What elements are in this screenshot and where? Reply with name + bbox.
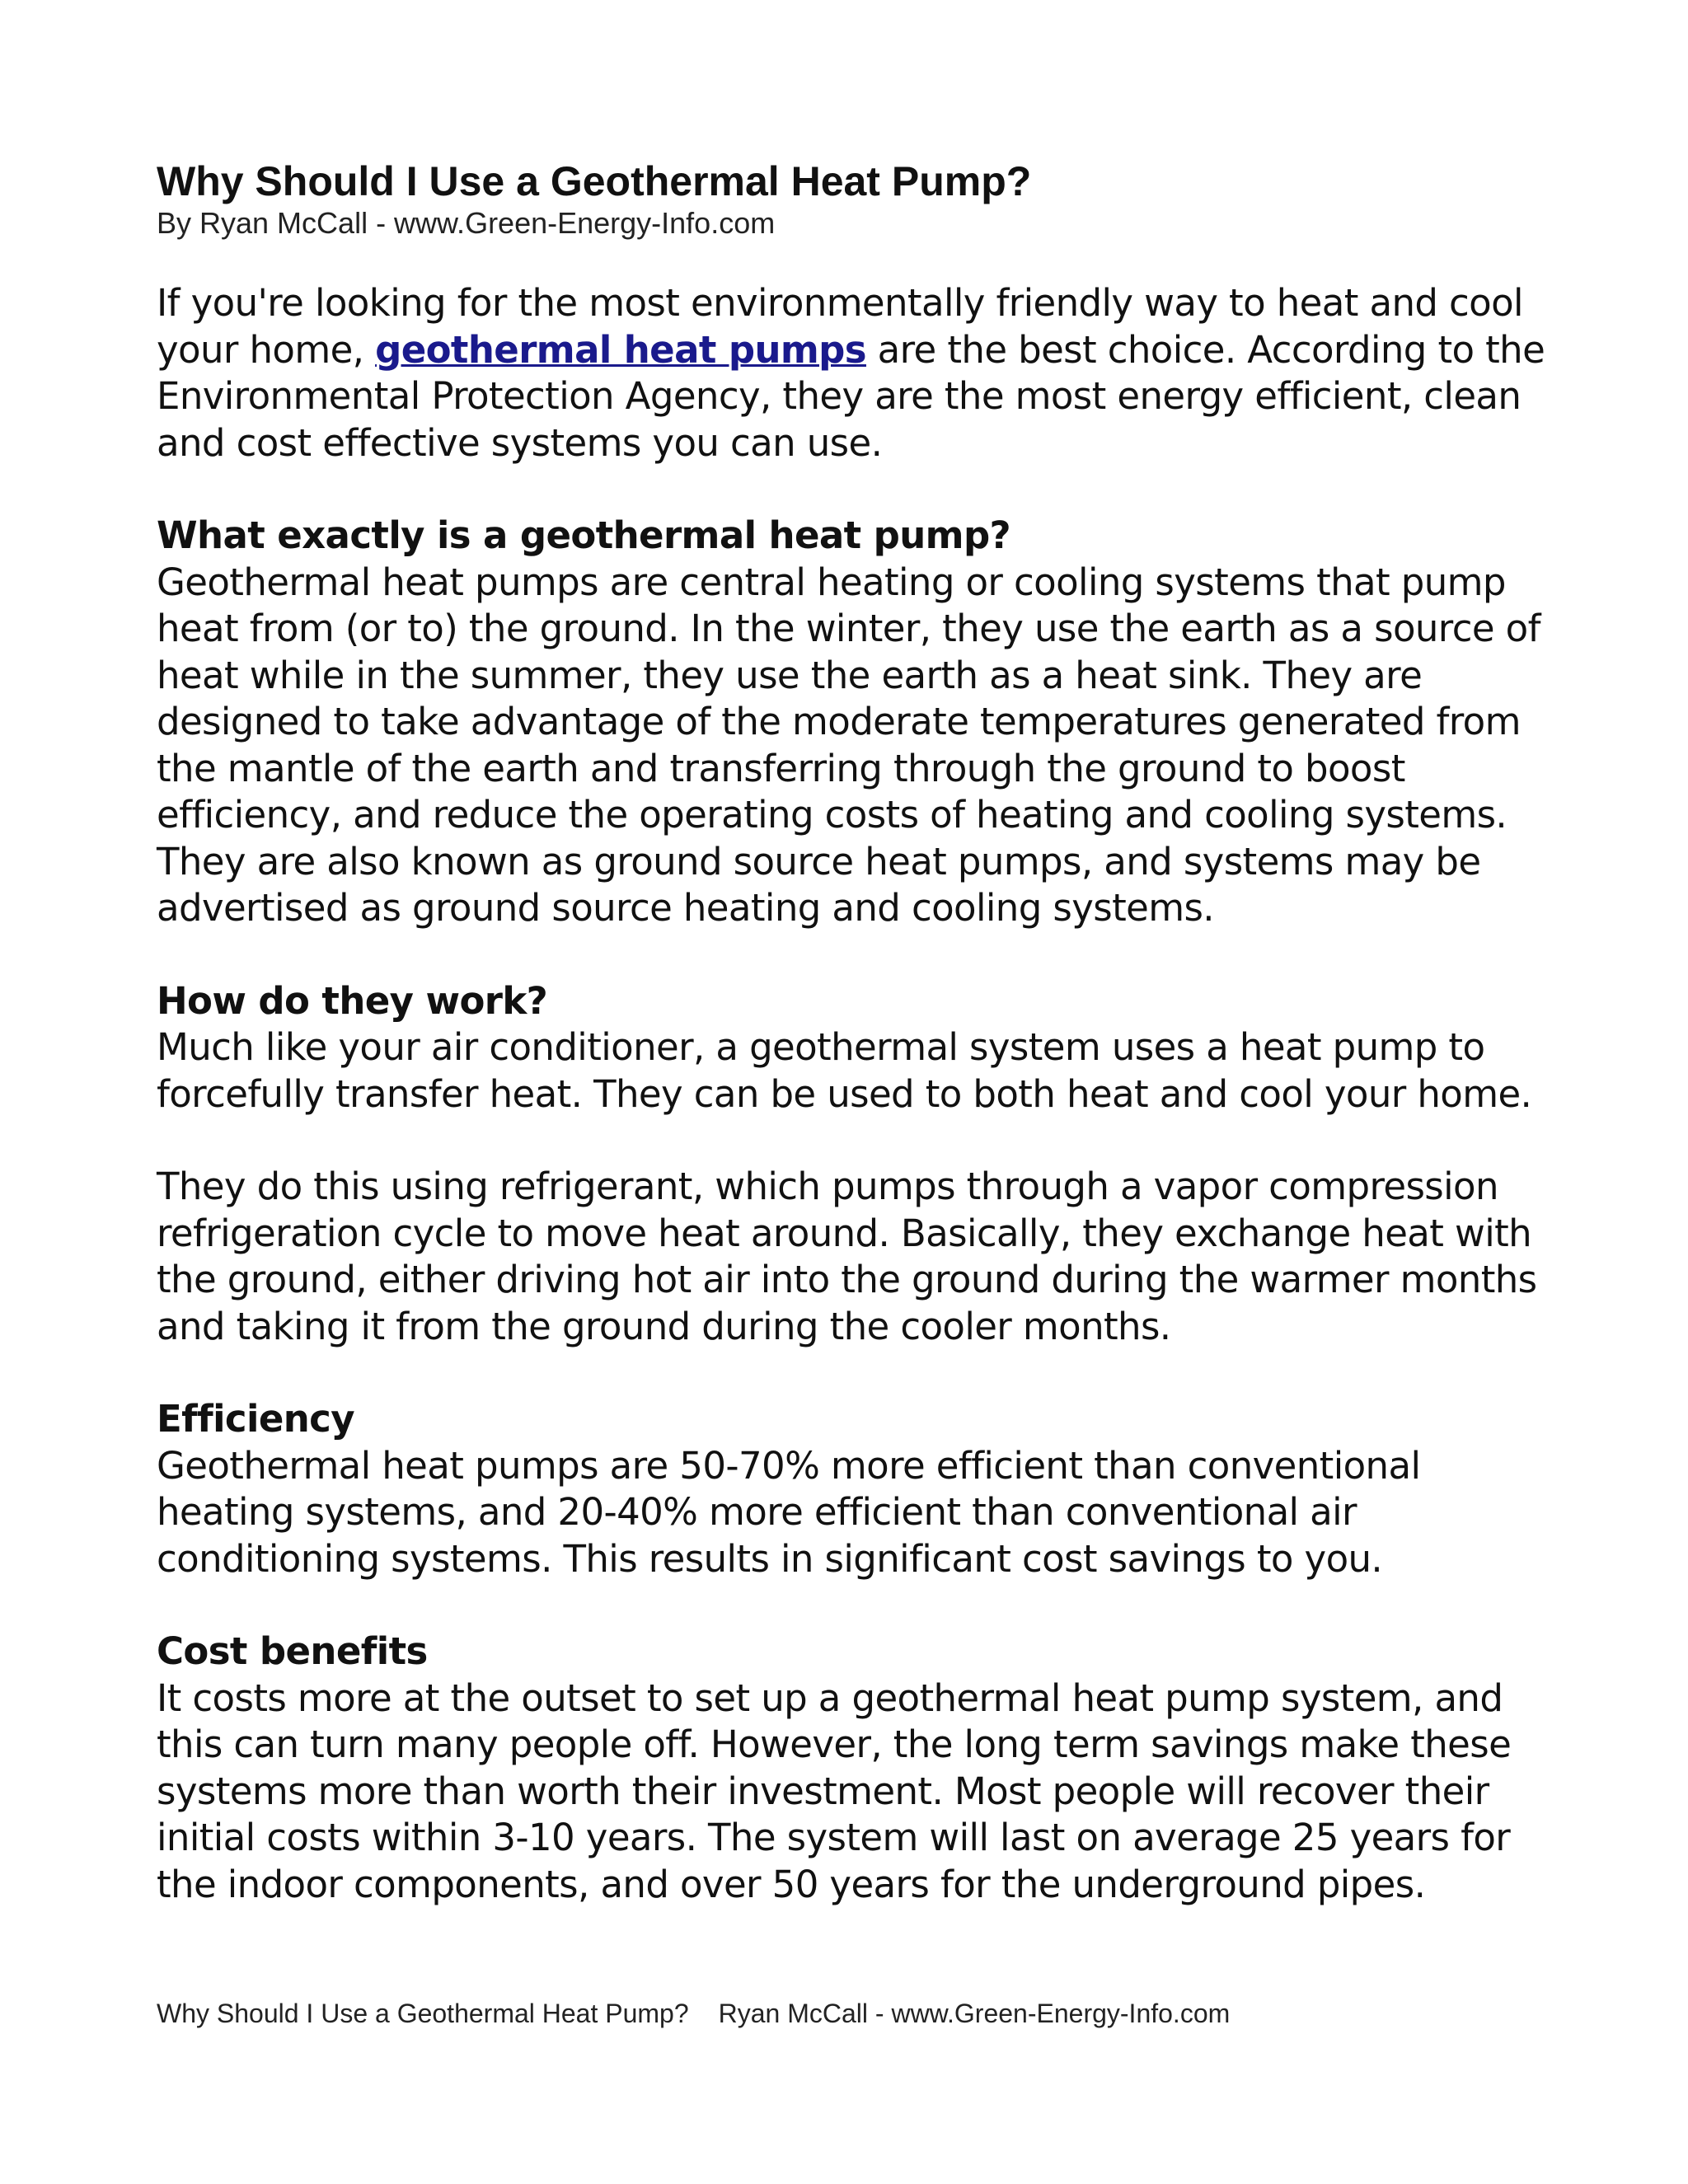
section-how-they-work bbox=[157, 978, 1558, 1351]
byline: By Ryan McCall - www.Green-Energy-Info.com bbox=[157, 206, 776, 240]
section-cost-benefits bbox=[157, 1629, 1558, 1908]
document-page bbox=[157, 157, 1558, 1908]
intro-text-start: If you're looking for the most environmentally friendly way to heat and cool your home, bbox=[157, 281, 1523, 372]
section-efficiency bbox=[157, 1396, 1558, 1582]
geothermal-heat-pumps-link[interactable]: geothermal heat pumps bbox=[375, 327, 866, 372]
section-what-is bbox=[157, 513, 1558, 932]
section-paragraph: Much like your air conditioner, a geothermal system uses a heat pump to forcefully transfer heat. They can be used to both heat and cool your home. bbox=[157, 1025, 1532, 1116]
intro-text-end: are the best choice. According to the Environmental Protection Agency, they are the most energy efficient, clean and cost effective systems you can use. bbox=[157, 327, 1545, 465]
page-title: Why Should I Use a Geothermal Heat Pump? bbox=[157, 158, 1032, 204]
footer-author: Ryan McCall - www.Green-Energy-Info.com bbox=[718, 1999, 1231, 2028]
section-heading: How do they work? bbox=[157, 978, 548, 1023]
page-footer bbox=[157, 1998, 1230, 2029]
section-paragraph: It costs more at the outset to set up a geothermal heat pump system, and this can turn many people off. However, the long term savings make these systems more than worth their investment. Most people will recover their initial costs within 3-10 years. The system will last on average 25 years for the indoor components, and over 50 years for the underground pipes. bbox=[157, 1675, 1512, 1906]
section-heading: What exactly is a geothermal heat pump? bbox=[157, 513, 1011, 557]
section-paragraph: Geothermal heat pumps are central heating or cooling systems that pump heat from (or to) the ground. In the winter, they use the earth as a source of heat while in the summer, they use the earth as a heat sink. They are designed to take advantage of the moderate temperatures generated from the mantle of the earth and transferring through the ground to boost efficiency, and reduce the operating costs of heating and cooling systems. They are also known as ground source heat pumps, and systems may be advertised as ground source heating and cooling systems. bbox=[157, 560, 1540, 930]
section-paragraph: They do this using refrigerant, which pumps through a vapor compression refrigeration cycle to move heat around. Basically, they exchange heat with the ground, either driving hot air into the ground during the warmer months and taking it from the ground during the cooler months. bbox=[157, 1165, 1537, 1348]
section-heading: Cost benefits bbox=[157, 1629, 428, 1673]
section-paragraph: Geothermal heat pumps are 50-70% more efficient than conventional heating systems, and 20-40% more efficient than conventional air conditioning systems. This results in significant cost savings to you. bbox=[157, 1443, 1421, 1581]
intro-paragraph bbox=[157, 280, 1558, 466]
footer-title: Why Should I Use a Geothermal Heat Pump? bbox=[157, 1999, 689, 2028]
section-heading: Efficiency bbox=[157, 1397, 354, 1441]
